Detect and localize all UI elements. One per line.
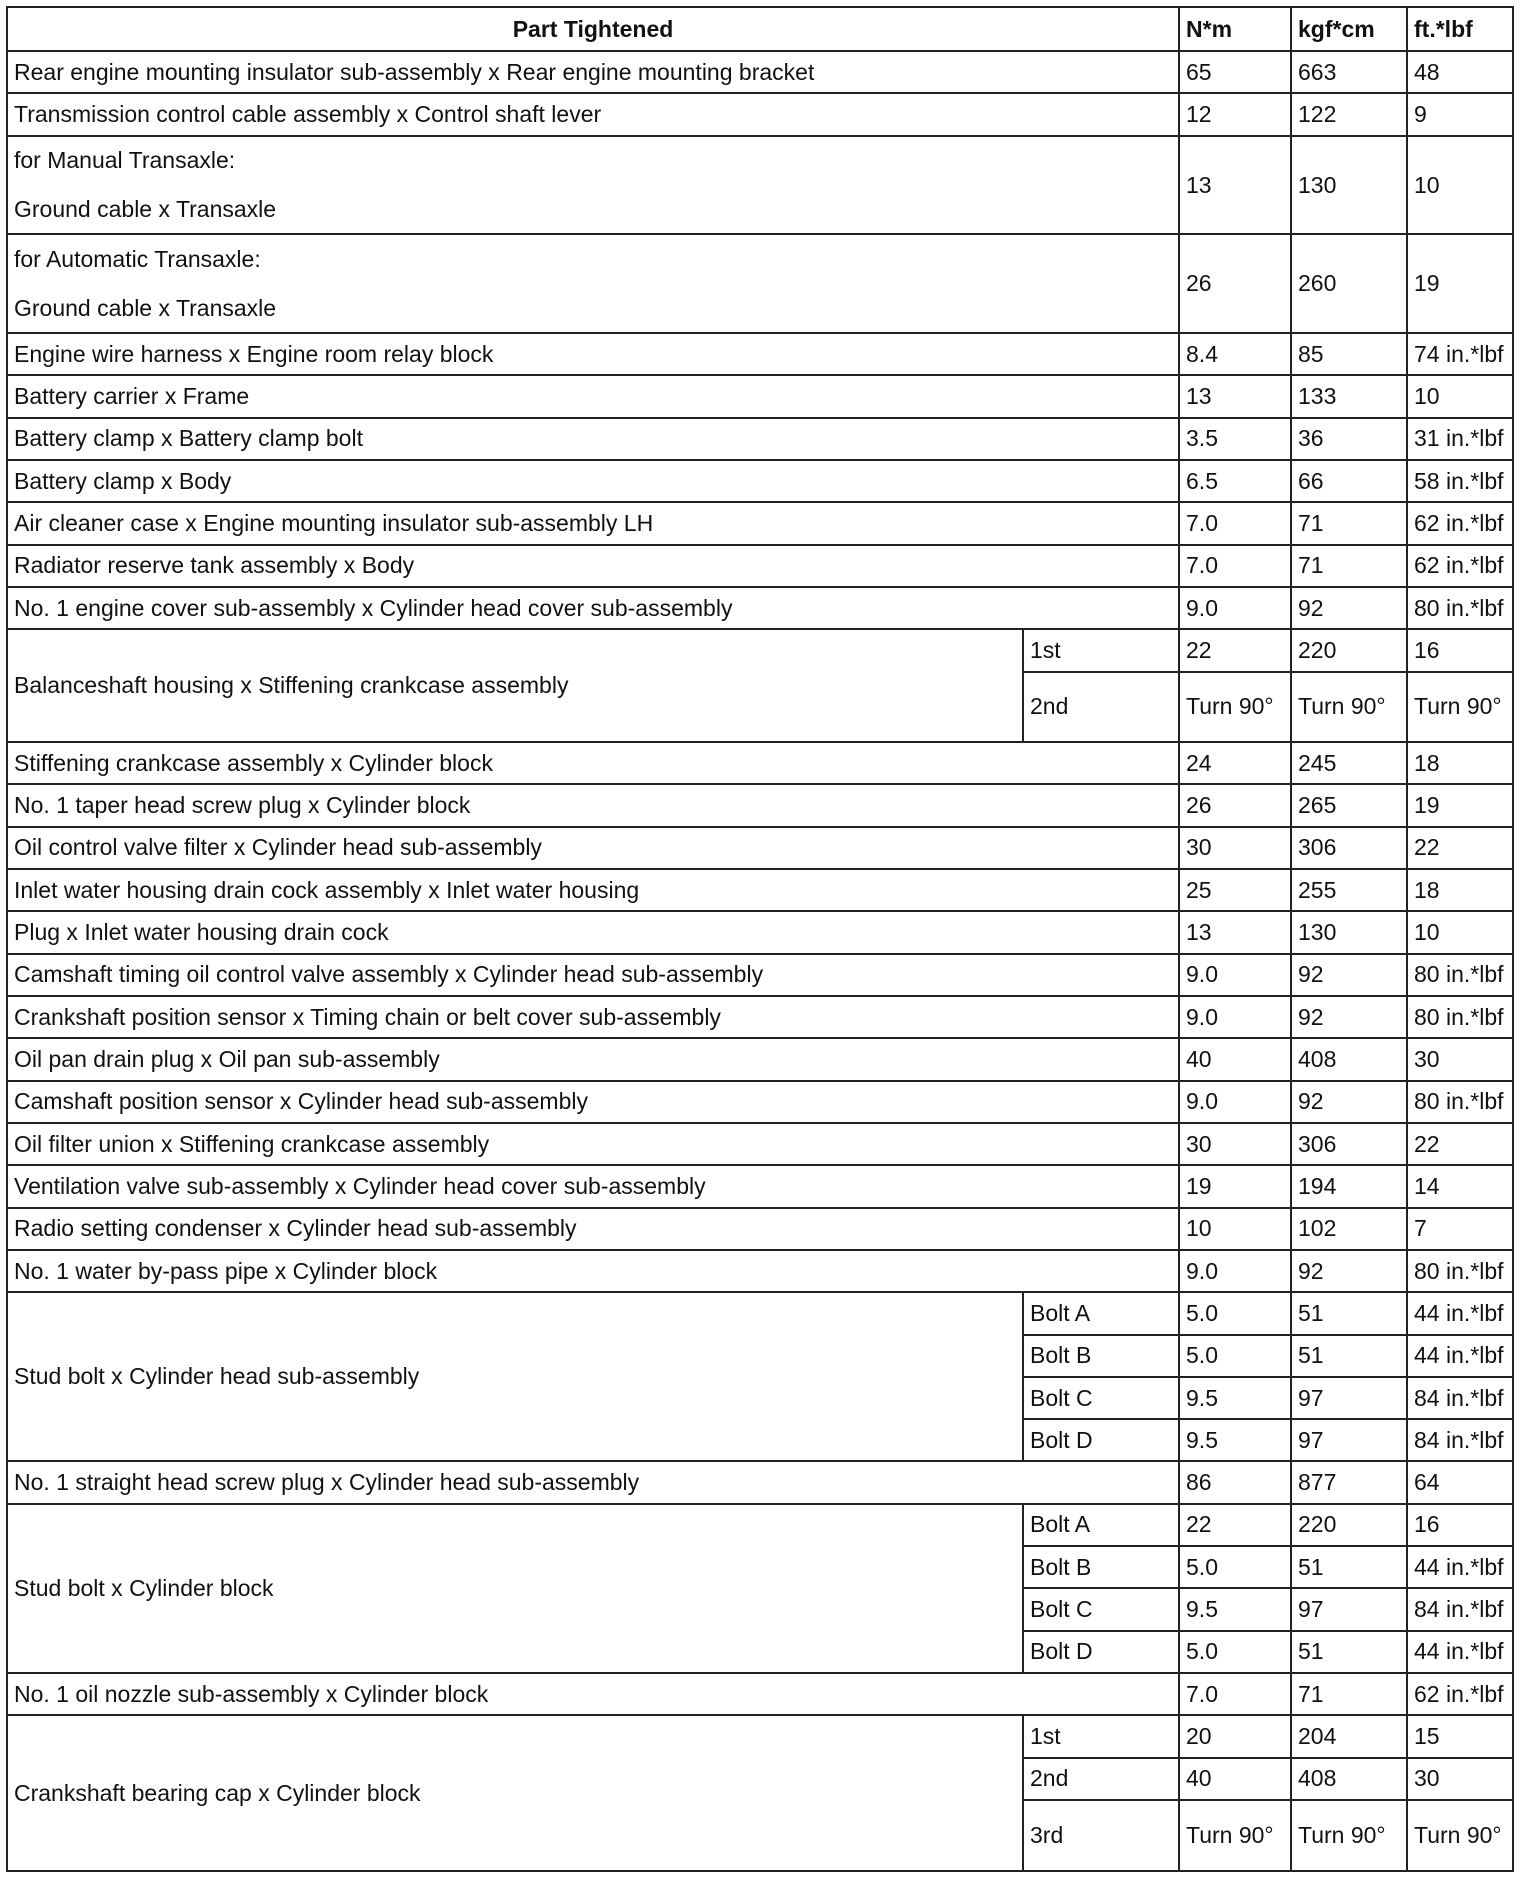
kgf-cell: Turn 90° — [1291, 1800, 1407, 1871]
ft-cell: 9 — [1407, 93, 1513, 135]
nm-cell: 22 — [1179, 1504, 1291, 1546]
table-row — [7, 1165, 1513, 1207]
step-cell: 2nd — [1023, 672, 1179, 743]
part-cell: Crankshaft bearing cap x Cylinder block — [7, 1715, 1023, 1871]
nm-cell: 20 — [1179, 1715, 1291, 1757]
part-cell: No. 1 engine cover sub-assembly x Cylinder head cover sub-assembly — [7, 587, 1179, 629]
kgf-cell: 92 — [1291, 1250, 1407, 1292]
kgf-cell: 102 — [1291, 1208, 1407, 1250]
kgf-cell: 306 — [1291, 827, 1407, 869]
nm-cell: 22 — [1179, 629, 1291, 671]
step-cell: Bolt B — [1023, 1546, 1179, 1588]
ft-cell: 58 in.*lbf — [1407, 460, 1513, 502]
table-row — [7, 502, 1513, 544]
part-condition: for Automatic Transaxle: — [14, 245, 261, 272]
nm-cell: 9.0 — [1179, 996, 1291, 1038]
part-cell: Camshaft timing oil control valve assembly x Cylinder head sub-assembly — [7, 954, 1179, 996]
kgf-cell: 122 — [1291, 93, 1407, 135]
part-cell: Oil pan drain plug x Oil pan sub-assembly — [7, 1038, 1179, 1080]
ft-cell: 80 in.*lbf — [1407, 996, 1513, 1038]
ft-cell: 80 in.*lbf — [1407, 954, 1513, 996]
kgf-cell: 194 — [1291, 1165, 1407, 1207]
kgf-cell: 92 — [1291, 587, 1407, 629]
table-row — [7, 545, 1513, 587]
kgf-cell: 97 — [1291, 1419, 1407, 1461]
nm-cell: 12 — [1179, 93, 1291, 135]
kgf-cell: 51 — [1291, 1631, 1407, 1673]
ft-cell: 84 in.*lbf — [1407, 1588, 1513, 1630]
kgf-cell: 92 — [1291, 954, 1407, 996]
kgf-cell: 97 — [1291, 1588, 1407, 1630]
kgf-cell: 85 — [1291, 333, 1407, 375]
table-row — [7, 51, 1513, 93]
ft-cell: 10 — [1407, 136, 1513, 235]
nm-cell: 65 — [1179, 51, 1291, 93]
table-row — [7, 784, 1513, 826]
ft-cell: 44 in.*lbf — [1407, 1335, 1513, 1377]
torque-spec-table — [6, 6, 1514, 1872]
part-name: Ground cable x Transaxle — [14, 196, 277, 222]
kgf-cell: 204 — [1291, 1715, 1407, 1757]
step-cell: Bolt D — [1023, 1631, 1179, 1673]
step-cell: Bolt A — [1023, 1292, 1179, 1334]
nm-cell: 5.0 — [1179, 1335, 1291, 1377]
table-row — [7, 587, 1513, 629]
header-part: Part Tightened — [7, 7, 1179, 51]
kgf-cell: 130 — [1291, 136, 1407, 235]
table-row — [7, 869, 1513, 911]
part-cell: No. 1 oil nozzle sub-assembly x Cylinder block — [7, 1673, 1179, 1715]
nm-cell: 9.5 — [1179, 1377, 1291, 1419]
nm-cell: 30 — [1179, 827, 1291, 869]
ft-cell: Turn 90° — [1407, 1800, 1513, 1871]
table-row — [7, 827, 1513, 869]
nm-cell: 9.0 — [1179, 587, 1291, 629]
ft-cell: 80 in.*lbf — [1407, 1250, 1513, 1292]
nm-cell: 9.5 — [1179, 1419, 1291, 1461]
part-cell: Transmission control cable assembly x Control shaft lever — [7, 93, 1179, 135]
kgf-cell: 306 — [1291, 1123, 1407, 1165]
table-row — [7, 375, 1513, 417]
ft-cell: 19 — [1407, 784, 1513, 826]
ft-cell: 10 — [1407, 375, 1513, 417]
kgf-cell: 36 — [1291, 418, 1407, 460]
step-cell: Bolt B — [1023, 1335, 1179, 1377]
part-name: Ground cable x Transaxle — [14, 294, 277, 321]
table-row — [7, 911, 1513, 953]
part-cell: Stud bolt x Cylinder head sub-assembly — [7, 1292, 1023, 1461]
nm-cell: 26 — [1179, 784, 1291, 826]
kgf-cell: 97 — [1291, 1377, 1407, 1419]
kgf-cell: 408 — [1291, 1758, 1407, 1800]
kgf-cell: 71 — [1291, 1673, 1407, 1715]
step-cell: Bolt A — [1023, 1504, 1179, 1546]
table-row — [7, 629, 1513, 671]
kgf-cell: 71 — [1291, 545, 1407, 587]
ft-cell: 14 — [1407, 1165, 1513, 1207]
table-row — [7, 1504, 1513, 1546]
nm-cell: 6.5 — [1179, 460, 1291, 502]
part-cell: Crankshaft position sensor x Timing chain or belt cover sub-assembly — [7, 996, 1179, 1038]
part-cell: Inlet water housing drain cock assembly x Inlet water housing — [7, 869, 1179, 911]
ft-cell: 16 — [1407, 629, 1513, 671]
ft-cell: 80 in.*lbf — [1407, 1081, 1513, 1123]
nm-cell: 7.0 — [1179, 545, 1291, 587]
part-cell: Oil filter union x Stiffening crankcase assembly — [7, 1123, 1179, 1165]
table-row — [7, 954, 1513, 996]
part-cell — [7, 136, 1179, 235]
table-row — [7, 93, 1513, 135]
nm-cell: 9.0 — [1179, 954, 1291, 996]
nm-cell: 9.5 — [1179, 1588, 1291, 1630]
part-cell: Oil control valve filter x Cylinder head sub-assembly — [7, 827, 1179, 869]
nm-cell: 24 — [1179, 742, 1291, 784]
kgf-cell: 51 — [1291, 1546, 1407, 1588]
nm-cell: 19 — [1179, 1165, 1291, 1207]
header-row — [7, 7, 1513, 51]
part-condition: for Manual Transaxle: — [14, 147, 236, 173]
nm-cell: 13 — [1179, 375, 1291, 417]
ft-cell: 31 in.*lbf — [1407, 418, 1513, 460]
kgf-cell: 51 — [1291, 1335, 1407, 1377]
table-row — [7, 460, 1513, 502]
table-row — [7, 1081, 1513, 1123]
table-row — [7, 1038, 1513, 1080]
step-cell: 2nd — [1023, 1758, 1179, 1800]
nm-cell: 13 — [1179, 136, 1291, 235]
kgf-cell: 265 — [1291, 784, 1407, 826]
part-cell: Camshaft position sensor x Cylinder head sub-assembly — [7, 1081, 1179, 1123]
part-cell: Battery clamp x Body — [7, 460, 1179, 502]
kgf-cell: 877 — [1291, 1461, 1407, 1503]
kgf-cell: 220 — [1291, 629, 1407, 671]
part-cell: No. 1 straight head screw plug x Cylinder head sub-assembly — [7, 1461, 1179, 1503]
part-cell: Ventilation valve sub-assembly x Cylinder head cover sub-assembly — [7, 1165, 1179, 1207]
part-cell: Engine wire harness x Engine room relay block — [7, 333, 1179, 375]
ft-cell: 62 in.*lbf — [1407, 502, 1513, 544]
part-cell: Balanceshaft housing x Stiffening crankcase assembly — [7, 629, 1023, 742]
ft-cell: 18 — [1407, 742, 1513, 784]
step-cell: Bolt C — [1023, 1588, 1179, 1630]
kgf-cell: 260 — [1291, 234, 1407, 333]
ft-cell: 64 — [1407, 1461, 1513, 1503]
nm-cell: 5.0 — [1179, 1631, 1291, 1673]
ft-cell: 22 — [1407, 1123, 1513, 1165]
ft-cell: 22 — [1407, 827, 1513, 869]
ft-cell: 84 in.*lbf — [1407, 1419, 1513, 1461]
nm-cell: 9.0 — [1179, 1081, 1291, 1123]
table-row — [7, 1461, 1513, 1503]
part-cell: No. 1 water by-pass pipe x Cylinder block — [7, 1250, 1179, 1292]
nm-cell: 3.5 — [1179, 418, 1291, 460]
table-row — [7, 136, 1513, 235]
ft-cell: 10 — [1407, 911, 1513, 953]
ft-cell: 44 in.*lbf — [1407, 1292, 1513, 1334]
ft-cell: 19 — [1407, 234, 1513, 333]
nm-cell: 5.0 — [1179, 1546, 1291, 1588]
ft-cell: 7 — [1407, 1208, 1513, 1250]
step-cell: Bolt C — [1023, 1377, 1179, 1419]
table-row — [7, 742, 1513, 784]
part-cell: Air cleaner case x Engine mounting insulator sub-assembly LH — [7, 502, 1179, 544]
table-row — [7, 234, 1513, 333]
part-cell: Stud bolt x Cylinder block — [7, 1504, 1023, 1673]
ft-cell: 16 — [1407, 1504, 1513, 1546]
ft-cell: 84 in.*lbf — [1407, 1377, 1513, 1419]
nm-cell: 26 — [1179, 234, 1291, 333]
header-nm: N*m — [1179, 7, 1291, 51]
table-row — [7, 996, 1513, 1038]
part-cell: No. 1 taper head screw plug x Cylinder block — [7, 784, 1179, 826]
part-cell: Radio setting condenser x Cylinder head sub-assembly — [7, 1208, 1179, 1250]
nm-cell: Turn 90° — [1179, 672, 1291, 743]
nm-cell: 5.0 — [1179, 1292, 1291, 1334]
nm-cell: 7.0 — [1179, 502, 1291, 544]
ft-cell: Turn 90° — [1407, 672, 1513, 743]
kgf-cell: 130 — [1291, 911, 1407, 953]
ft-cell: 44 in.*lbf — [1407, 1546, 1513, 1588]
part-cell: Plug x Inlet water housing drain cock — [7, 911, 1179, 953]
kgf-cell: 92 — [1291, 1081, 1407, 1123]
part-cell — [7, 234, 1179, 333]
nm-cell: 13 — [1179, 911, 1291, 953]
part-cell: Rear engine mounting insulator sub-assembly x Rear engine mounting bracket — [7, 51, 1179, 93]
table-row — [7, 1673, 1513, 1715]
kgf-cell: 133 — [1291, 375, 1407, 417]
nm-cell: 86 — [1179, 1461, 1291, 1503]
kgf-cell: 66 — [1291, 460, 1407, 502]
ft-cell: 30 — [1407, 1758, 1513, 1800]
kgf-cell: 51 — [1291, 1292, 1407, 1334]
nm-cell: 25 — [1179, 869, 1291, 911]
table-row — [7, 1208, 1513, 1250]
kgf-cell: 71 — [1291, 502, 1407, 544]
kgf-cell: 92 — [1291, 996, 1407, 1038]
kgf-cell: 663 — [1291, 51, 1407, 93]
nm-cell: 30 — [1179, 1123, 1291, 1165]
nm-cell: Turn 90° — [1179, 1800, 1291, 1871]
kgf-cell: 245 — [1291, 742, 1407, 784]
ft-cell: 30 — [1407, 1038, 1513, 1080]
nm-cell: 9.0 — [1179, 1250, 1291, 1292]
part-cell: Stiffening crankcase assembly x Cylinder block — [7, 742, 1179, 784]
kgf-cell: 220 — [1291, 1504, 1407, 1546]
part-cell: Battery clamp x Battery clamp bolt — [7, 418, 1179, 460]
table-row — [7, 1715, 1513, 1757]
nm-cell: 10 — [1179, 1208, 1291, 1250]
ft-cell: 62 in.*lbf — [1407, 545, 1513, 587]
table-row — [7, 1292, 1513, 1334]
part-cell: Battery carrier x Frame — [7, 375, 1179, 417]
part-cell: Radiator reserve tank assembly x Body — [7, 545, 1179, 587]
nm-cell: 7.0 — [1179, 1673, 1291, 1715]
table-row — [7, 1250, 1513, 1292]
step-cell: 1st — [1023, 629, 1179, 671]
header-kgf: kgf*cm — [1291, 7, 1407, 51]
kgf-cell: 255 — [1291, 869, 1407, 911]
step-cell: 1st — [1023, 1715, 1179, 1757]
ft-cell: 18 — [1407, 869, 1513, 911]
ft-cell: 62 in.*lbf — [1407, 1673, 1513, 1715]
table-row — [7, 1123, 1513, 1165]
ft-cell: 44 in.*lbf — [1407, 1631, 1513, 1673]
nm-cell: 40 — [1179, 1758, 1291, 1800]
table-row — [7, 418, 1513, 460]
ft-cell: 48 — [1407, 51, 1513, 93]
ft-cell: 15 — [1407, 1715, 1513, 1757]
ft-cell: 80 in.*lbf — [1407, 587, 1513, 629]
nm-cell: 8.4 — [1179, 333, 1291, 375]
table-row — [7, 333, 1513, 375]
header-ft: ft.*lbf — [1407, 7, 1513, 51]
step-cell: 3rd — [1023, 1800, 1179, 1871]
kgf-cell: 408 — [1291, 1038, 1407, 1080]
nm-cell: 40 — [1179, 1038, 1291, 1080]
kgf-cell: Turn 90° — [1291, 672, 1407, 743]
step-cell: Bolt D — [1023, 1419, 1179, 1461]
ft-cell: 74 in.*lbf — [1407, 333, 1513, 375]
